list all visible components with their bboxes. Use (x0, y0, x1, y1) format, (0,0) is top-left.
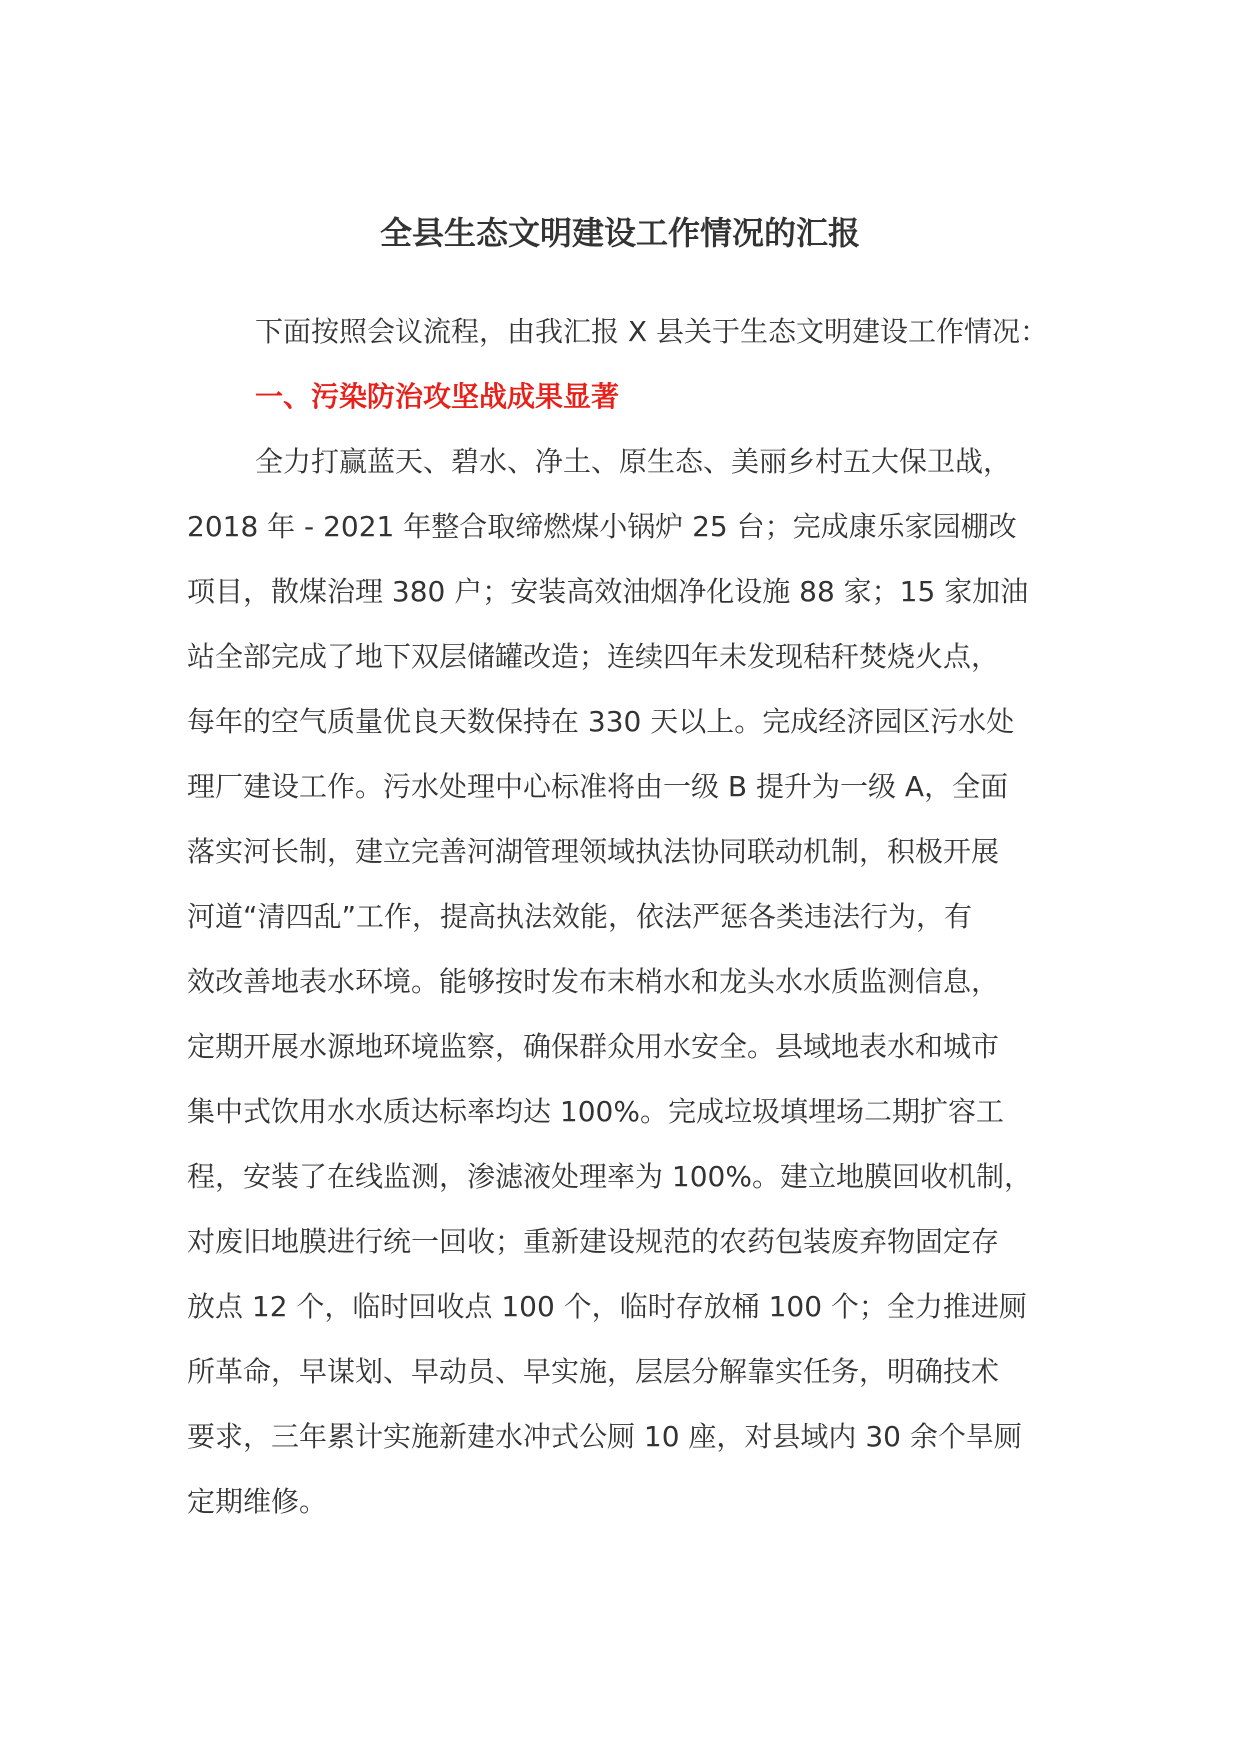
paragraph-line: 定期维修。 (187, 1485, 328, 1518)
paragraph-line: 每年的空气质量优良天数保持在 330 天以上。完成经济园区污水处 (187, 705, 1015, 738)
intro-paragraph: 下面按照会议流程，由我汇报 X 县关于生态文明建设工作情况： (255, 315, 1048, 348)
document-title: 全县生态文明建设工作情况的汇报 (379, 214, 860, 252)
paragraph-line: 效改善地表水环境。能够按时发布末梢水和龙头水水质监测信息， (187, 965, 1000, 998)
paragraph-line: 定期开展水源地环境监察，确保群众用水安全。县域地表水和城市 (187, 1030, 1000, 1063)
paragraph-line: 河道“清四乱”工作，提高执法效能，依法严惩各类违法行为，有 (187, 900, 973, 933)
paragraph-line: 落实河长制，建立完善河湖管理领域执法协同联动机制，积极开展 (187, 835, 1000, 868)
paragraph-line: 程，安装了在线监测，渗滤液处理率为 100%。建立地膜回收机制， (187, 1160, 1032, 1193)
paragraph-line: 所革命，早谋划、早动员、早实施，层层分解靠实任务，明确技术 (187, 1355, 1000, 1388)
paragraph-line: 理厂建设工作。污水处理中心标准将由一级 B 提升为一级 A，全面 (187, 770, 1009, 803)
paragraph-line: 项目，散煤治理 380 户；安装高效油烟净化设施 88 家；15 家加油 (187, 575, 1029, 608)
section-heading: 一、污染防治攻坚战成果显著 (255, 380, 620, 413)
paragraph-line: 要求，三年累计实施新建水冲式公厕 10 座，对县域内 30 余个旱厕 (187, 1420, 1022, 1453)
paragraph-line: 集中式饮用水水质达标率均达 100%。完成垃圾填埋场二期扩容工 (187, 1095, 1004, 1128)
paragraph-line: 2018 年 - 2021 年整合取缔燃煤小锅炉 25 台；完成康乐家园棚改 (187, 510, 1017, 543)
body-paragraph (187, 437, 1067, 1542)
paragraph-line: 全力打赢蓝天、碧水、净土、原生态、美丽乡村五大保卫战， (255, 445, 1012, 478)
paragraph-line: 放点 12 个，临时回收点 100 个，临时存放桶 100 个；全力推进厕 (187, 1290, 1027, 1323)
paragraph-line: 站全部完成了地下双层储罐改造；连续四年未发现秸秆焚烧火点， (187, 640, 1000, 673)
paragraph-line: 对废旧地膜进行统一回收；重新建设规范的农药包装废弃物固定存 (187, 1225, 1000, 1258)
